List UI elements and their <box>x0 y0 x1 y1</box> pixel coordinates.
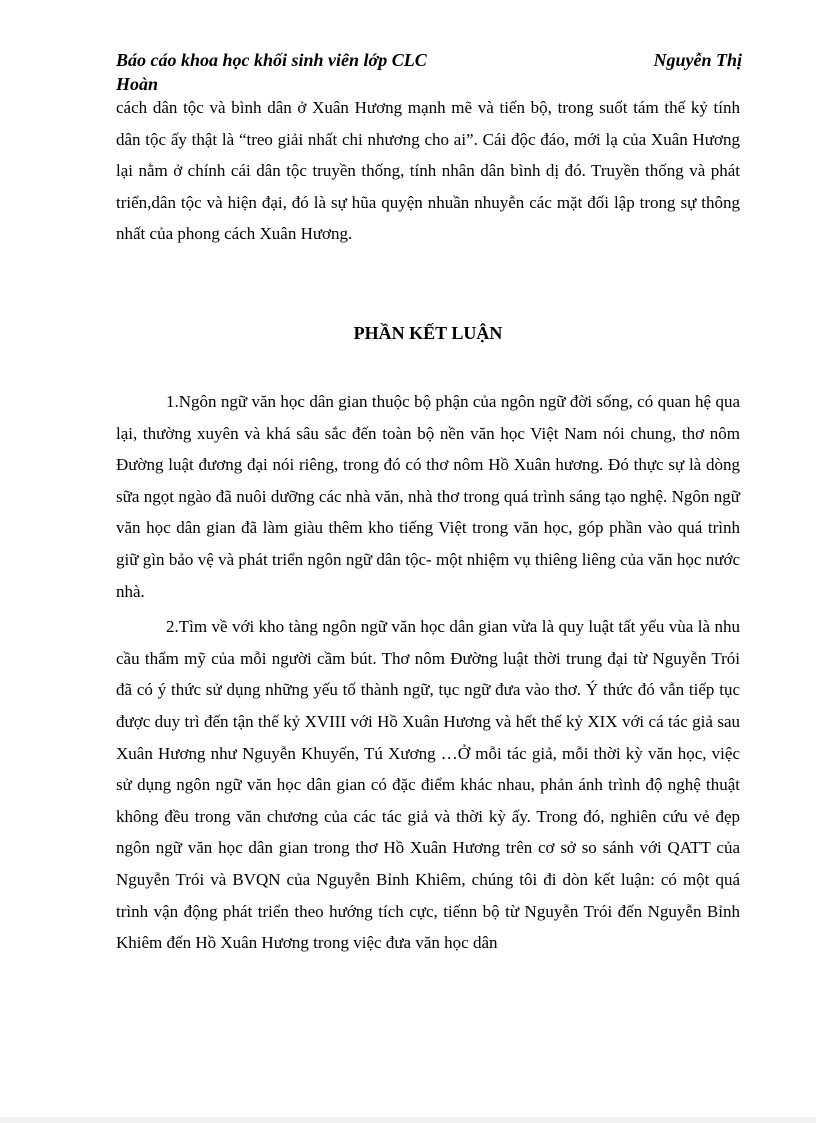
conclusion-paragraph-1: 1.Ngôn ngữ văn học dân gian thuộc bộ phận của ngôn ngữ đời sống, có quan hệ qua lại, thường xuyên và khá sâu sắc đến toàn bộ nền văn học Việt Nam nói chung, thơ nôm Đường luật đương đại nói riêng, trong đó có thơ nôm Hồ Xuân hương. Đó thực sự là dòng sữa ngọt ngào đã nuôi dưỡng các nhà văn, nhà thơ trong quá trình sáng tạo nghệ. Ngôn ngữ văn học dân gian đã làm giàu thêm kho tiếng Việt trong văn học, góp phần vào quá trình giữ gìn bảo vệ và phát triển ngôn ngữ dân tộc- một nhiệm vụ thiêng liêng của văn học nước nhà. <box>116 392 740 601</box>
header-author-name: Nguyễn Thị <box>653 50 742 70</box>
conclusion-paragraph-2: 2.Tìm về với kho tàng ngôn ngữ văn học dân gian vừa là quy luật tất yếu vùa là nhu cầu thẩm mỹ của mỗi người cầm bút. Thơ nôm Đường luật thời trung đại từ Nguyễn Trói đã có ý thức sử dụng những yếu tố thành ngữ, tục ngữ đưa vào thơ. Ý thức đó vẫn tiếp tục được duy trì đến tận thế kỷ XVIII với Hồ Xuân Hương và hết thế kỷ XIX với cá tác giả sau Xuân Hương như Nguyễn Khuyến, Tú Xương …Ở mỗi tác giả, mỗi thời kỳ văn học, việc sử dụng ngôn ngữ văn học dân gian có đặc điểm khác nhau, phản ánh trình độ nghệ thuật không đều trong văn chương của các tác giả và thời kỳ ấy. Trong đó, nghiên cứu vẻ đẹp ngôn ngữ văn học dân gian trong thơ Hồ Xuân Hương trên cơ sở so sánh với QATT của Nguyễn Trói và BVQN của Nguyễn Bỉnh Khiêm, chúng tôi đi dòn kết luận: có một quá trình vận động phát triển theo hướng tích cực, tiếnn bộ từ Nguyễn Trói đến Nguyễn Bỉnh Khiêm đến Hồ Xuân Hương trong việc đưa văn học dân <box>116 617 740 953</box>
conclusion-body <box>116 386 740 963</box>
header-report-title-wrap: Hoàn <box>116 74 159 94</box>
section-title: PHẦN KẾT LUẬN <box>353 323 503 343</box>
page-header <box>116 48 742 96</box>
intro-paragraph: cách dân tộc và bình dân ở Xuân Hương mạnh mẽ và tiến bộ, trong suốt tám thế kỷ tính dân tộc ấy thật là “treo giải nhất chi nhương cho ai”. Cái độc đáo, mới lạ của Xuân Hương lại nằm ở chính cái dân tộc truyền thống, tính nhân dân bình dị đó. Truyền thống và phát triển,dân tộc và hiện đại, đó là sự hũa quyện nhuần nhuyễn các mặt đối lập trong sự thông nhất của phong cách Xuân Hương. <box>116 98 740 244</box>
page-bottom-edge <box>0 1117 816 1123</box>
header-report-title: Báo cáo khoa học khối sinh viên lớp CLC Hoàn <box>116 50 427 94</box>
